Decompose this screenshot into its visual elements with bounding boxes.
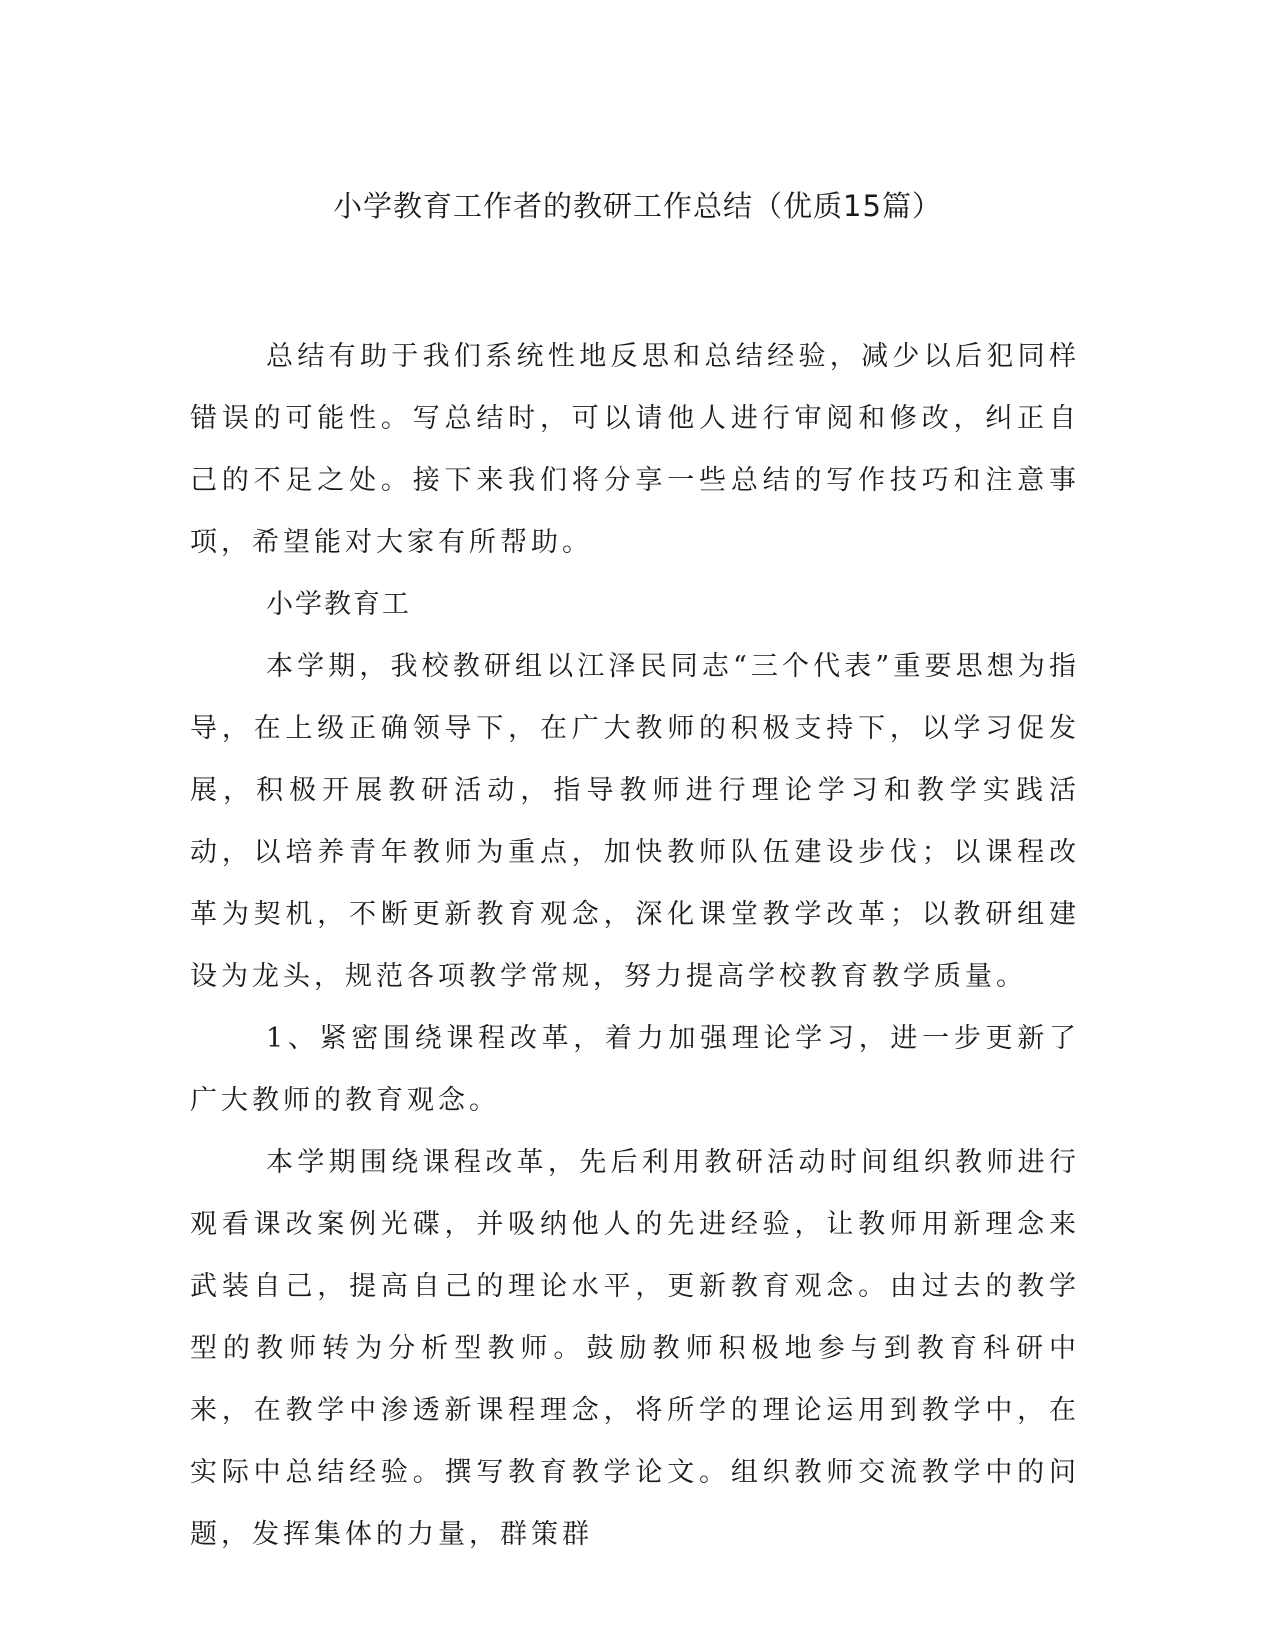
intro-paragraph: 总结有助于我们系统性地反思和总结经验，减少以后犯同样错误的可能性。写总结时，可以请他人进行审阅和修改，纠正自己的不足之处。接下来我们将分享一些总结的写作技巧和注意事项，希望能对大家有所帮助。	[190, 341, 1080, 558]
body-paragraph-curriculum-reform: 本学期围绕课程改革，先后利用教研活动时间组织教师进行观看课改案例光碟，并吸纳他人的先进经验，让教师用新理念来武装自己，提高自己的理论水平，更新教育观念。由过去的教学型的教师转为分析型教师。鼓励教师积极地参与到教育科研中来，在教学中渗透新课程理念，将所学的理论运用到教学中，在实际中总结经验。撰写教育教学论文。组织教师交流教学中的问题，发挥集体的力量，群策群	[190, 1147, 1080, 1550]
section-heading: 小学教育工	[266, 589, 411, 620]
document-title: 小学教育工作者的教研工作总结（优质15篇）	[333, 189, 942, 223]
document-body	[190, 326, 1080, 1566]
body-paragraph-point-1: 1、紧密围绕课程改革，着力加强理论学习，进一步更新了广大教师的教育观念。	[190, 1023, 1080, 1116]
body-paragraph-semester: 本学期，我校教研组以江泽民同志“三个代表”重要思想为指导，在上级正确领导下，在广大教师的积极支持下，以学习促发展，积极开展教研活动，指导教师进行理论学习和教学实践活动，以培养青年教师为重点，加快教师队伍建设步伐；以课程改革为契机，不断更新教育观念，深化课堂教学改革；以教研组建设为龙头，规范各项教学常规，努力提高学校教育教学质量。	[190, 651, 1080, 992]
